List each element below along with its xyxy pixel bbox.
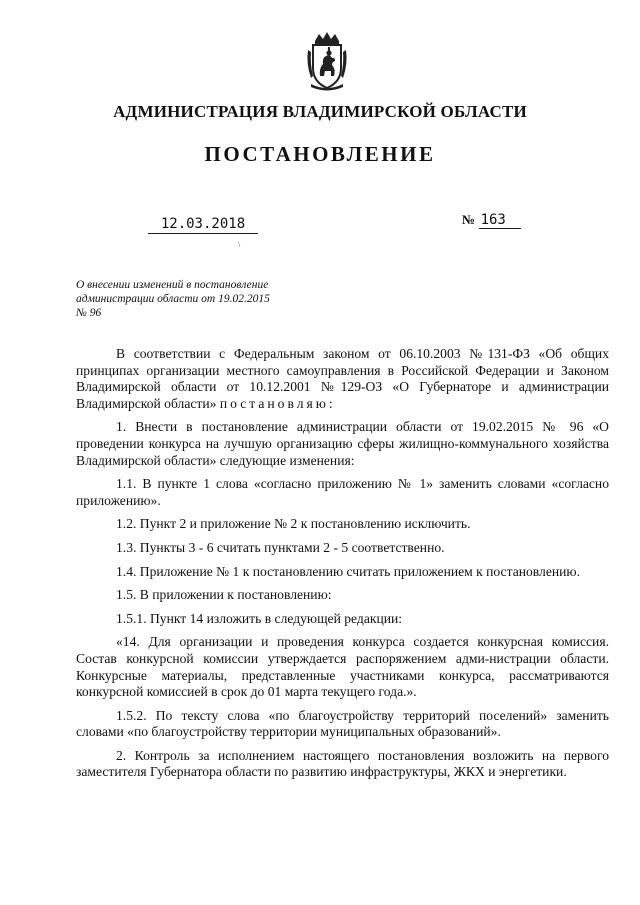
paragraph-1-5-1: 1.5.1. Пункт 14 изложить в следующей редакции: <box>116 610 403 626</box>
document-subject <box>76 278 316 320</box>
paragraph-1-5-2: 1.5.2. По тексту слова «по благоустройству территорий поселений» заменить словами «по благоустройству территории муниципальных образований». <box>76 707 609 740</box>
resolve-word: постановляю: <box>219 395 336 411</box>
paragraph-1-2: 1.2. Пункт 2 и приложение № 2 к постановлению исключить. <box>116 516 471 532</box>
paragraph-1-3: 1.3. Пункты 3 - 6 считать пунктами 2 - 5 соответственно. <box>116 539 445 555</box>
subject-line-1: О внесении изменений в постановление <box>76 279 269 291</box>
paragraph-1-4: 1.4. Приложение № 1 к постановлению считать приложением к постановлению. <box>116 563 580 579</box>
organization-name: АДМИНИСТРАЦИЯ ВЛАДИМИРСКОЙ ОБЛАСТИ <box>113 102 527 121</box>
document-date: 12.03.2018 <box>148 216 258 234</box>
paragraph-1: 1. Внести в постановление администрации области от 19.02.2015 № 96 «О проведении конкурса на лучшую организацию сферы жилищно-коммунального хозяйства Владимирской области» следующие изменения: <box>76 419 609 468</box>
subject-line-2: администрации области от 19.02.2015 <box>76 293 270 305</box>
scan-mark: \ <box>238 240 241 249</box>
document-type-title: ПОСТАНОВЛЕНИЕ <box>204 142 436 166</box>
document-number-field <box>462 212 521 229</box>
subject-line-3: № 96 <box>76 307 102 319</box>
quoted-paragraph-14: «14. Для организации и проведения конкурса создается конкурсная комиссия. Состав конкурсной комиссии утверждается распоряжением адми-нистрации области. Конкурсные материалы, представленные участниками конкурса, рассматриваются конкурсной комиссией в срок до 01 марта текущего года.». <box>76 634 609 700</box>
document-body <box>76 346 609 788</box>
paragraph-1-1: 1.1. В пункте 1 слова «согласно приложению № 1» заменить словами «согласно приложению». <box>76 476 609 508</box>
preamble-text: В соответствии с Федеральным законом от 06.10.2003 №131-ФЗ «Об общих принципах организации местного самоуправления в Российской Федерации и Законом Владимирской области от 10.12.2001 №129-ОЗ «О Губернаторе и администрации Владимирской области» <box>76 346 609 411</box>
preamble-paragraph <box>76 346 609 412</box>
vladimir-coat-of-arms-icon <box>305 32 349 92</box>
number-sign: № <box>462 212 476 227</box>
paragraph-1-5: 1.5. В приложении к постановлению: <box>116 587 332 603</box>
paragraph-2: 2. Контроль за исполнением настоящего постановления возложить на первого заместителя Губернатора области по развитию инфраструктуры, ЖКХ и энергетики. <box>76 747 609 780</box>
document-number: 163 <box>479 212 521 229</box>
